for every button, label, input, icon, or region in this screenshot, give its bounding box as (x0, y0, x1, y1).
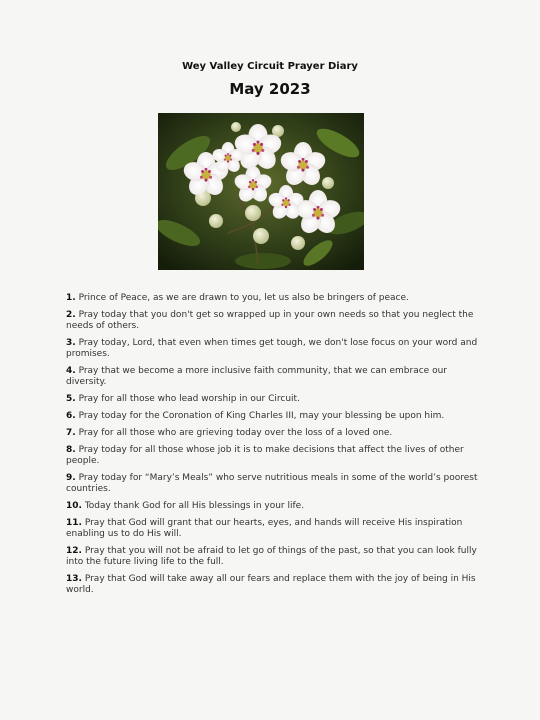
prayer-item: 8. Pray today for all those whose job it is to make decisions that affect the lives of other people. (66, 445, 464, 466)
prayer-item: 5. Pray for all those who lead worship in our Circuit. (66, 394, 300, 404)
prayer-item: 7. Pray for all those who are grieving today over the loss of a loved one. (66, 428, 393, 438)
prayer-item: 12. Pray that you will not be afraid to let go of things of the past, so that you can look fully into the future living life to the full. (66, 546, 477, 567)
prayer-item: 10. Today thank God for all His blessings in your life. (66, 501, 305, 511)
prayer-item: 4. Pray that we become a more inclusive faith community, that we can embrace our diversity. (66, 366, 447, 387)
prayer-item: 9. Pray today for “Mary’s Meals” who serve nutritious meals in some of the world’s poorest countries. (66, 473, 478, 494)
document-subtitle: Wey Valley Circuit Prayer Diary (182, 61, 358, 72)
prayer-item: 13. Pray that God will take away all our fears and replace them with the joy of being in His world. (66, 574, 476, 595)
prayer-item: 1. Prince of Peace, as we are drawn to you, let us also be bringers of peace. (66, 293, 409, 303)
prayer-item: 6. Pray today for the Coronation of King Charles III, may your blessing be upon him. (66, 411, 445, 421)
document-title: May 2023 (229, 80, 311, 98)
prayer-list (66, 293, 478, 602)
prayer-item: 2. Pray today that you don't get so wrapped up in your own needs so that you neglect the needs of others. (66, 310, 474, 331)
blossom-photo (158, 113, 364, 270)
prayer-item: 3. Pray today, Lord, that even when times get tough, we don't lose focus on your word and promises. (66, 338, 478, 359)
prayer-item: 11. Pray that God will grant that our hearts, eyes, and hands will receive His inspiration enabling us to do His will. (66, 518, 463, 539)
